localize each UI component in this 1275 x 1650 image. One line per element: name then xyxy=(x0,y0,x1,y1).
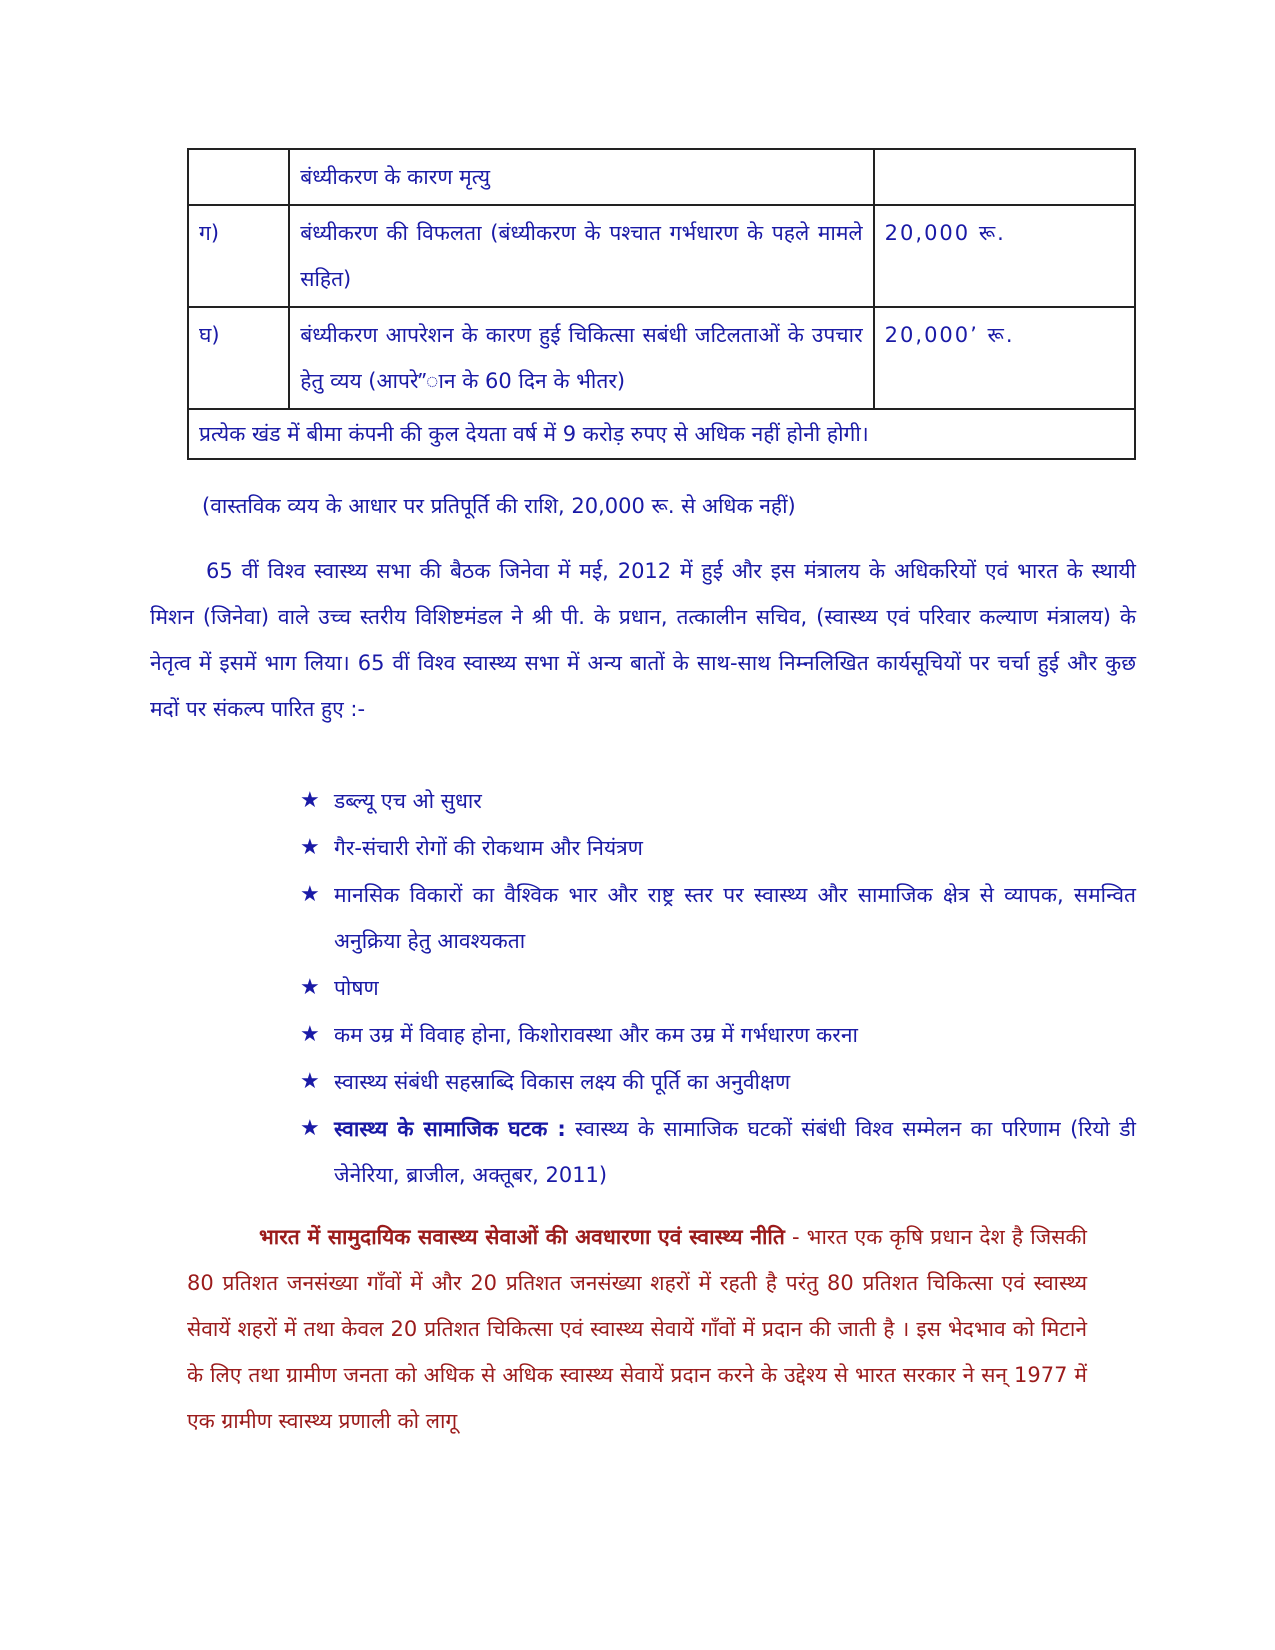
row-description: बंध्यीकरण के कारण मृत्यु xyxy=(289,149,873,205)
row-amount xyxy=(874,149,1135,205)
table-row xyxy=(188,205,1135,307)
star-icon: ★ xyxy=(300,882,320,907)
star-icon: ★ xyxy=(300,1116,320,1141)
reimbursement-note: (वास्तविक व्यय के आधार पर प्रतिपूर्ति की राशि, 20,000 रू. से अधिक नहीं) xyxy=(202,494,796,518)
compensation-table xyxy=(187,148,1136,460)
star-icon: ★ xyxy=(300,1069,320,1094)
row-label: घ) xyxy=(188,307,289,409)
table-footer-row xyxy=(188,409,1135,459)
row-amount: 20,000 रू. xyxy=(874,205,1135,307)
list-item: ★ डब्ल्यू एच ओ सुधार xyxy=(300,778,1136,824)
row-amount: 20,000’ रू. xyxy=(874,307,1135,409)
row-description: बंध्यीकरण आपरेशन के कारण हुई चिकित्सा सबंधी जटिलताओं के उपचार हेतु व्यय (आपरे”ान के 60 दिन के भीतर) xyxy=(289,307,873,409)
row-description: बंध्यीकरण की विफलता (बंध्यीकरण के पश्चात गर्भधारण के पहले मामले सहित) xyxy=(289,205,873,307)
table-row xyxy=(188,149,1135,205)
star-icon: ★ xyxy=(300,975,320,1000)
paragraph-wha xyxy=(150,548,1136,732)
list-item: ★ मानसिक विकारों का वैश्विक भार और राष्ट्र स्तर पर स्वास्थ्य और सामाजिक क्षेत्र से व्यापक, समन्वित अनुक्रिया हेतु आवश्यकता xyxy=(300,872,1136,964)
table-footer: प्रत्येक खंड में बीमा कंपनी की कुल देयता वर्ष में 9 करोड़ रुपए से अधिक नहीं होनी होगी। xyxy=(188,409,1135,459)
section-heading: भारत में सामुदायिक सवास्थ्य सेवाओं की अवधारणा एवं स्वास्थ्य नीति xyxy=(259,1225,785,1249)
list-item: ★ पोषण xyxy=(300,965,1136,1011)
list-item: ★ गैर-संचारी रोगों की रोकथाम और नियंत्रण xyxy=(300,825,1136,871)
table-row xyxy=(188,307,1135,409)
star-icon: ★ xyxy=(300,788,320,813)
star-icon: ★ xyxy=(300,1022,320,1047)
paragraph-text: 65 वीं विश्‍व स्वास्थ्य सभा की बैठक जिनेवा में मई, 2012 में हुई और इस मंत्रालय के अधिकरियों एवं भारत के स्थायी मिशन (जिनेवा) वाले उच्च स्तरीय विशिष्टमंडल ने श्री पी. के प्रधान, तत्कालीन सचिव, (स्वास्थ्य एवं परिवार कल्याण मंत्रालय) के नेतृत्व में इसमें भाग लिया। 65 वीं विश्‍व स्वास्थ्य सभा में अन्य बातों के साथ-साथ निम्नलिखित कार्यसूचियों पर चर्चा हुई और कुछ मदों पर संकल्प पारित हुए :- xyxy=(150,559,1137,721)
paragraph-community-health xyxy=(187,1214,1087,1444)
agenda-list xyxy=(300,778,1136,1199)
row-label: ग) xyxy=(188,205,289,307)
row-label xyxy=(188,149,289,205)
list-item: ★ स्वास्थ्य के सामाजिक घटक : स्वास्थ्य के सामाजिक घटकों संबंधी विश्‍व सम्मेलन का परिणाम (रियो डी जेनेरिया, ब्राजील, अक्तूबर, 2011) xyxy=(300,1106,1136,1198)
list-item: ★ कम उम्र में विवाह होना, किशोरावस्था और कम उम्र में गर्भधारण करना xyxy=(300,1012,1136,1058)
star-icon: ★ xyxy=(300,835,320,860)
list-item: ★ स्वास्थ्य संबंधी सहस्राब्दि विकास लक्ष्य की पूर्ति का अनुवीक्षण xyxy=(300,1059,1136,1105)
paragraph-text: - भारत एक कृषि प्रधान देश है जिसकी 80 प्रतिशत जनसंख्या गाँवों में और 20 प्रतिशत जनसंख्या शहरों में रहती है परंतु 80 प्रतिशत चिकित्सा एवं स्वास्थ्य सेवायें शहरों में तथा केवल 20 प्रतिशत चिकित्सा एवं स्वास्थ्य सेवायें गाँवों में प्रदान की जाती है । इस भेदभाव को मिटाने के लिए तथा ग्रामीण जनता को अधिक से अधिक स्वास्थ्य सेवायें प्रदान करने के उद्देश्य से भारत सरकार ने सन् 1977 में एक ग्रामीण स्वास्थ्य प्रणाली को लागू xyxy=(187,1225,1088,1433)
